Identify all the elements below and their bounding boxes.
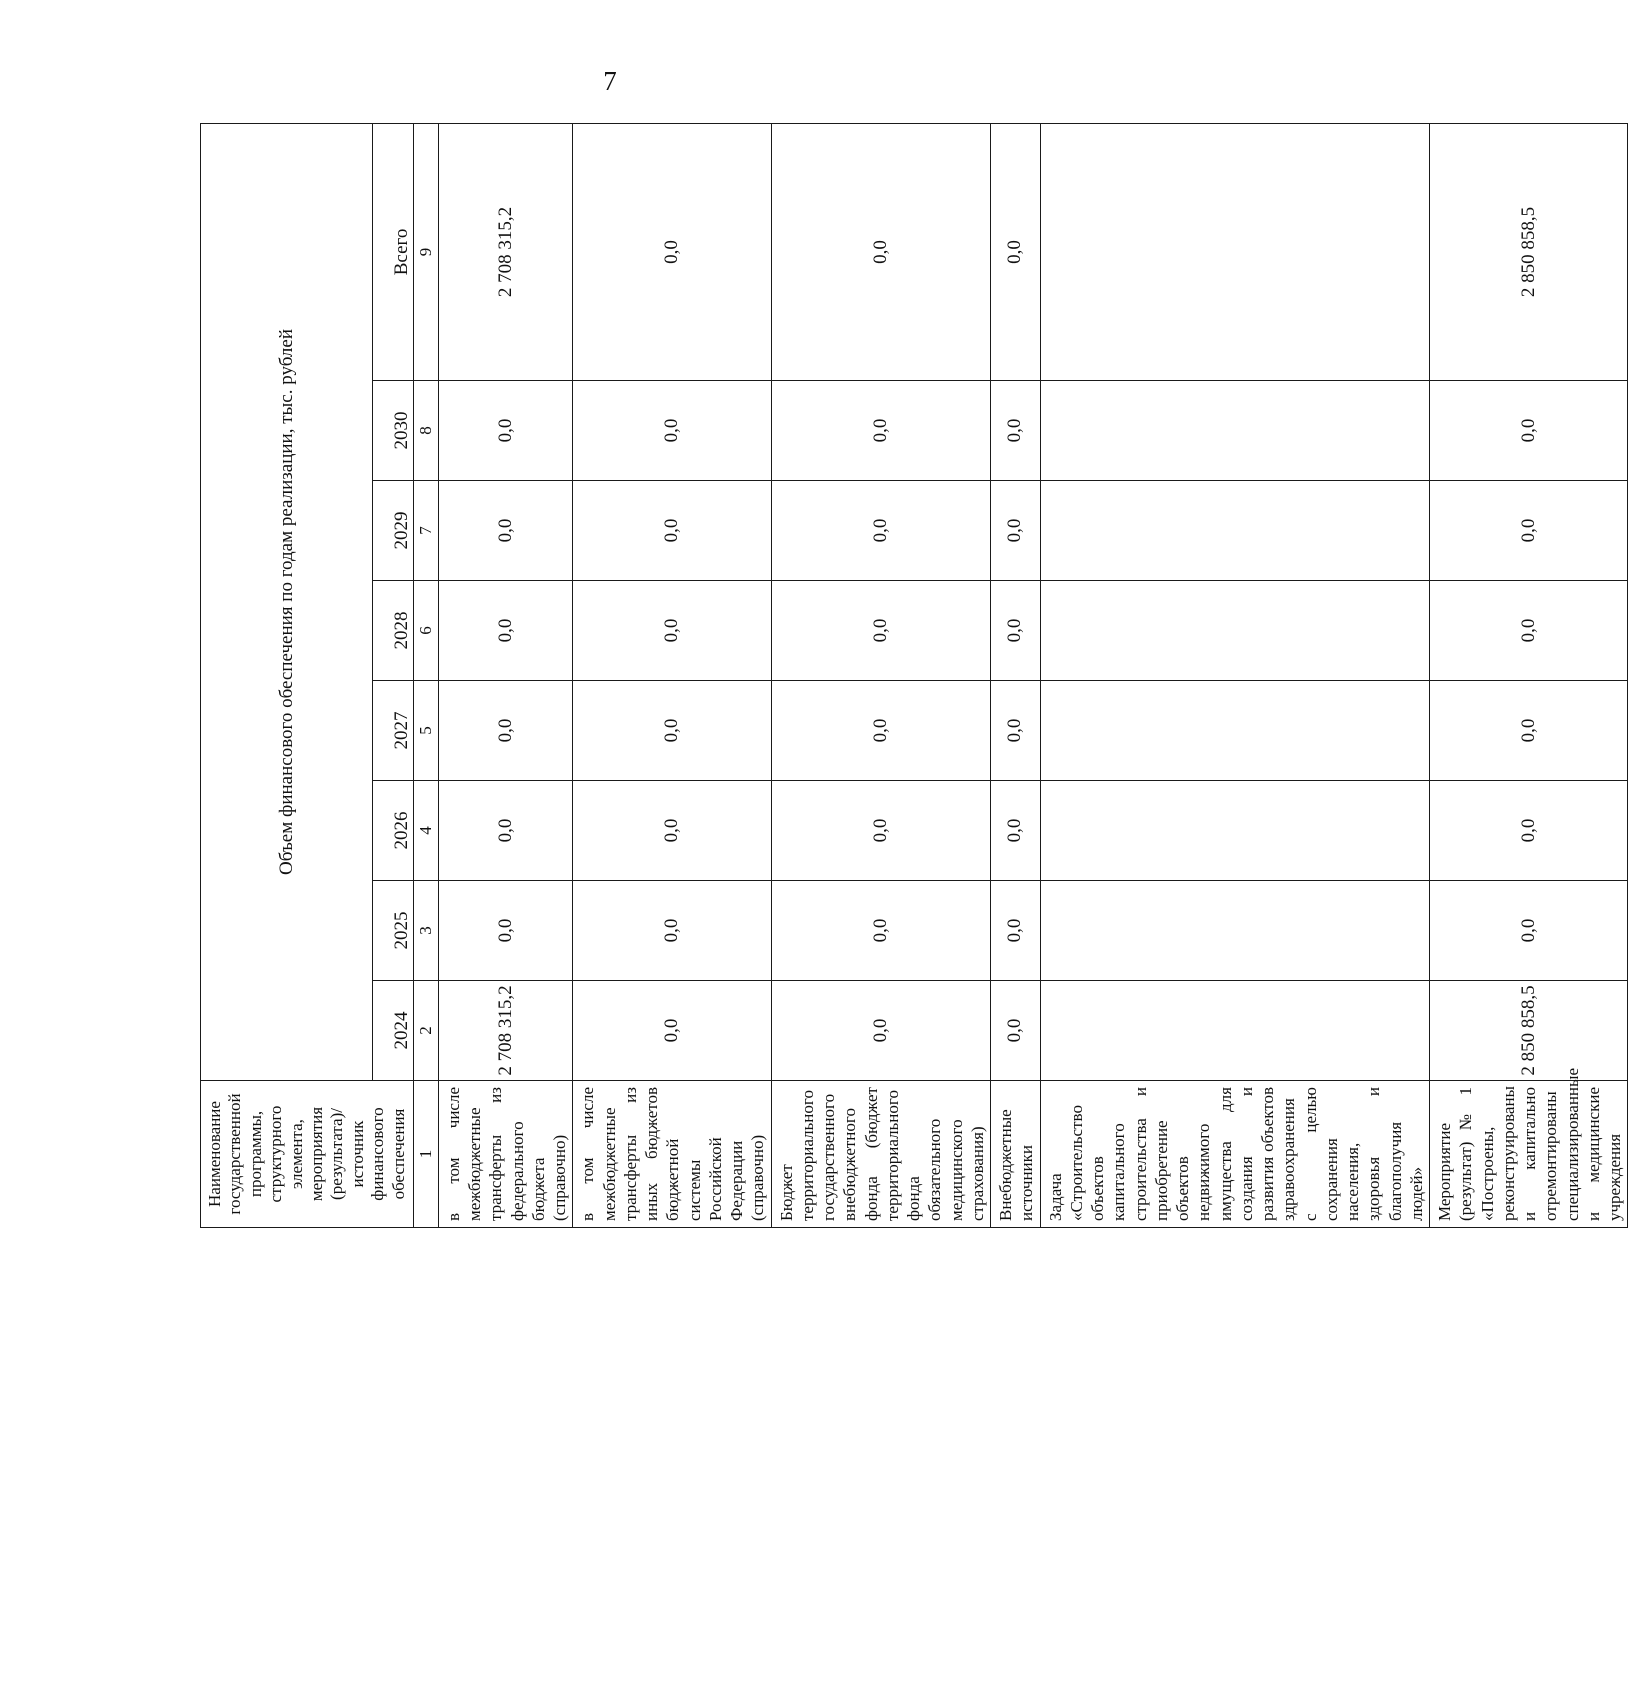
year-header: 2030 xyxy=(373,381,414,481)
row-value: 0,0 xyxy=(1430,881,1628,981)
year-header: 2025 xyxy=(373,881,414,981)
row-total: 2 850 858,5 xyxy=(1430,123,1628,380)
rotated-table-area xyxy=(200,124,1625,1228)
row-value: 0,0 xyxy=(573,381,771,481)
row-value: 0,0 xyxy=(991,381,1041,481)
row-value: 0,0 xyxy=(1430,481,1628,581)
table-row xyxy=(771,123,991,1227)
table-row xyxy=(1040,123,1430,1227)
row-value: 0,0 xyxy=(573,981,771,1081)
year-header: 2027 xyxy=(373,681,414,781)
row-value xyxy=(1040,481,1430,581)
row-value: 0,0 xyxy=(991,581,1041,681)
row-value: 0,0 xyxy=(771,881,991,981)
row-value: 0,0 xyxy=(1430,681,1628,781)
row-name: в том числе межбюджетные трансферты из иных бюджетов бюджетной системы Российской Федерации (справочно) xyxy=(573,1081,771,1228)
year-header: 2026 xyxy=(373,781,414,881)
row-value: 0,0 xyxy=(438,481,573,581)
column-number: 6 xyxy=(413,581,438,681)
year-header: 2029 xyxy=(373,481,414,581)
row-value xyxy=(1040,781,1430,881)
table-row xyxy=(573,123,771,1227)
row-value: 0,0 xyxy=(771,681,991,781)
year-header: 2024 xyxy=(373,981,414,1081)
row-value: 0,0 xyxy=(1430,581,1628,681)
column-number: 3 xyxy=(413,881,438,981)
row-name: Внебюджетные источники xyxy=(991,1081,1041,1228)
row-name: в том числе межбюджетные трансферты из федерального бюджета (справочно) xyxy=(438,1081,573,1228)
row-value: 0,0 xyxy=(573,481,771,581)
row-value xyxy=(1040,581,1430,681)
row-total: 0,0 xyxy=(573,123,771,380)
row-name: Мероприятие (результат) № 1 «Построены, реконструированы и капитально отремонтированы специализированные и медицинские учреждения xyxy=(1430,1081,1628,1228)
table-row xyxy=(991,123,1041,1227)
column-number: 5 xyxy=(413,681,438,781)
row-value: 0,0 xyxy=(573,581,771,681)
page-number: 7 xyxy=(603,66,617,96)
row-value: 0,0 xyxy=(438,681,573,781)
column-number: 9 xyxy=(413,123,438,380)
row-value: 0,0 xyxy=(771,481,991,581)
total-header: Всего xyxy=(373,123,414,380)
row-value: 2 708 315,2 xyxy=(438,981,573,1081)
row-value: 0,0 xyxy=(438,581,573,681)
row-value: 0,0 xyxy=(991,881,1041,981)
column-number: 8 xyxy=(413,381,438,481)
row-value xyxy=(1040,381,1430,481)
row-value: 0,0 xyxy=(573,881,771,981)
table-row xyxy=(1430,123,1628,1227)
row-value xyxy=(1040,981,1430,1081)
row-value: 0,0 xyxy=(991,781,1041,881)
column-number: 7 xyxy=(413,481,438,581)
row-value: 0,0 xyxy=(1430,381,1628,481)
row-value: 0,0 xyxy=(991,981,1041,1081)
row-value: 2 850 858,5 xyxy=(1430,981,1628,1081)
row-value: 0,0 xyxy=(771,981,991,1081)
financing-table xyxy=(200,123,1628,1228)
row-name: Задача «Строительство объектов капитального строительства и приобретение объектов недвижимого имущества для создания и развития объектов здравоохранения с целью сохранения населения, здоровья и благополучия людей» xyxy=(1040,1081,1430,1228)
year-header: 2028 xyxy=(373,581,414,681)
row-value xyxy=(1040,681,1430,781)
financing-group-header: Объем финансового обеспечения по годам реализации, тыс. рублей xyxy=(201,123,373,1080)
row-value: 0,0 xyxy=(991,481,1041,581)
table-row xyxy=(438,123,573,1227)
row-value: 0,0 xyxy=(573,681,771,781)
row-name: Бюджет территориального государственного внебюджетного фонда (бюджет территориального фонда обязательного медицинского страхования) xyxy=(771,1081,991,1228)
row-value: 0,0 xyxy=(438,881,573,981)
row-value: 0,0 xyxy=(1430,781,1628,881)
column-number: 4 xyxy=(413,781,438,881)
row-total: 2 708 315,2 xyxy=(438,123,573,380)
name-column-header: Наименование государственной программы, структурного элемента, мероприятия (результата)/источник финансового обеспечения xyxy=(201,1081,414,1228)
row-value: 0,0 xyxy=(771,581,991,681)
row-value: 0,0 xyxy=(438,381,573,481)
column-number: 1 xyxy=(413,1081,438,1228)
column-number: 2 xyxy=(413,981,438,1081)
row-value: 0,0 xyxy=(771,781,991,881)
row-total xyxy=(1040,123,1430,380)
row-total: 0,0 xyxy=(771,123,991,380)
row-value: 0,0 xyxy=(438,781,573,881)
row-value: 0,0 xyxy=(991,681,1041,781)
row-value: 0,0 xyxy=(771,381,991,481)
row-value xyxy=(1040,881,1430,981)
row-value: 0,0 xyxy=(573,781,771,881)
row-total: 0,0 xyxy=(991,123,1041,380)
